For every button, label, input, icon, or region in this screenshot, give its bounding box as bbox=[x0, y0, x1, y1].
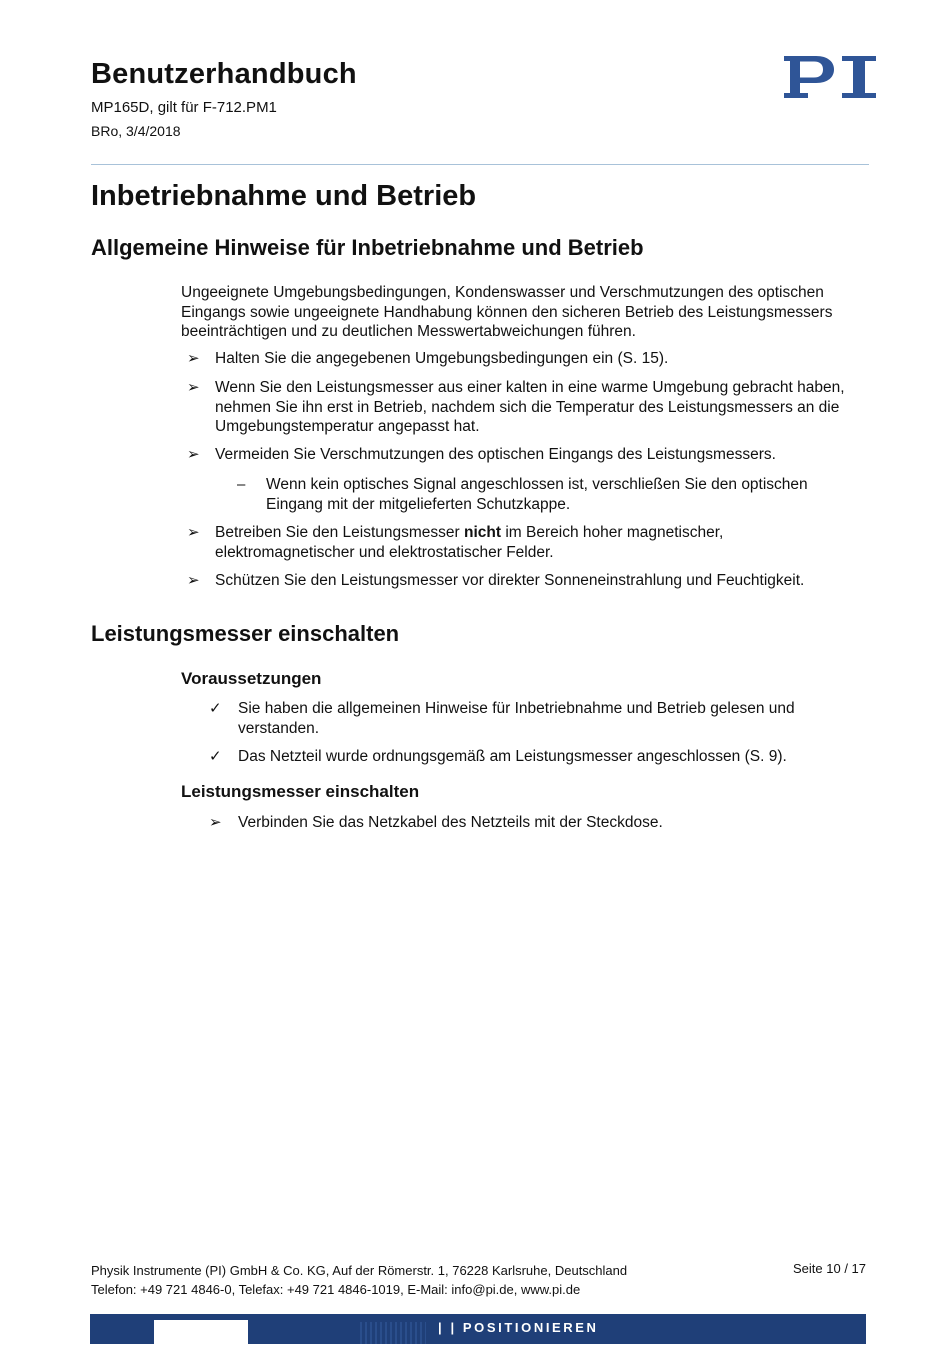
arrow-bullet-icon: ➢ bbox=[209, 814, 222, 831]
list-item-text: Vermeiden Sie Verschmutzungen des optischen Eingangs des Leistungsmessers. bbox=[215, 446, 776, 463]
arrow-bullet-icon: ➢ bbox=[187, 572, 200, 589]
list-item-text: Sie haben die allgemeinen Hinweise für Inbetriebnahme und Betrieb gelesen und verstanden. bbox=[238, 700, 795, 737]
check-mark-icon: ✓ bbox=[209, 748, 222, 765]
arrow-bullet-icon: ➢ bbox=[187, 446, 200, 463]
document-title: Benutzerhandbuch bbox=[91, 58, 357, 90]
check-mark-icon: ✓ bbox=[209, 700, 222, 717]
list-item-text: Halten Sie die angegebenen Umgebungsbedingungen ein (S. 15). bbox=[215, 350, 669, 367]
list-item-text: Das Netzteil wurde ordnungsgemäß am Leistungsmesser angeschlossen (S. 9). bbox=[238, 748, 787, 765]
section-title: Inbetriebnahme und Betrieb bbox=[91, 180, 477, 212]
dash-bullet-icon: – bbox=[237, 476, 246, 493]
footer-brand-bar bbox=[90, 1314, 866, 1344]
arrow-bullet-icon: ➢ bbox=[187, 379, 200, 396]
list-item-text: Schützen Sie den Leistungsmesser vor direkter Sonneneinstrahlung und Feuchtigkeit. bbox=[215, 572, 805, 589]
text-part: im Bereich hoher magnetischer, elektromagnetischer und elektrostatischer Felder. bbox=[215, 524, 724, 561]
text-part: Betreiben Sie den Leistungsmesser bbox=[215, 524, 465, 541]
list-item-text bbox=[215, 523, 865, 562]
footer-slogan: | | POSITIONIEREN bbox=[438, 1320, 599, 1335]
steps-heading: Leistungsmesser einschalten bbox=[181, 782, 420, 801]
power-on-heading: Leistungsmesser einschalten bbox=[91, 621, 400, 646]
footer-line-company: Physik Instrumente (PI) GmbH & Co. KG, Auf der Römerstr. 1, 76228 Karlsruhe, Deutschland bbox=[91, 1263, 628, 1278]
document-subtitle: MP165D, gilt für F-712.PM1 bbox=[91, 99, 277, 116]
arrow-bullet-icon: ➢ bbox=[187, 524, 200, 541]
footer-bar-block bbox=[154, 1320, 248, 1344]
footer-address bbox=[91, 1261, 627, 1299]
footer-bar-pattern bbox=[360, 1322, 426, 1344]
list-item-text: Wenn Sie den Leistungsmesser aus einer kalten in eine warme Umgebung gebracht haben, nehmen Sie ihn erst in Betrieb, nachdem sich die Temperatur des Leistungsmessers an die Umgebungstemperatur angepasst hat. bbox=[215, 379, 845, 435]
page-number: Seite 10 / 17 bbox=[793, 1261, 866, 1276]
pi-logo bbox=[782, 54, 878, 100]
list-item-text: Verbinden Sie das Netzkabel des Netzteils mit der Steckdose. bbox=[238, 814, 663, 831]
intro-paragraph: Ungeeignete Umgebungsbedingungen, Kondenswasser und Verschmutzungen des optischen Eingangs sowie ungeeignete Handhabung können den sicheren Betrieb des Leistungsmessers beeinträchtigen und zu deutlichen Messwertabweichungen führen. bbox=[181, 284, 833, 340]
header-divider bbox=[91, 164, 869, 165]
footer-line-contact: Telefon: +49 721 4846-0, Telefax: +49 721 4846-1019, E-Mail: info@pi.de, www.pi.de bbox=[91, 1282, 581, 1297]
document-meta: BRo, 3/4/2018 bbox=[91, 123, 181, 139]
emphasis-text: nicht bbox=[464, 524, 502, 541]
prerequisites-heading: Voraussetzungen bbox=[181, 669, 322, 688]
arrow-bullet-icon: ➢ bbox=[187, 350, 200, 367]
general-notes-heading: Allgemeine Hinweise für Inbetriebnahme und Betrieb bbox=[91, 235, 644, 260]
list-item-text: Wenn kein optisches Signal angeschlossen ist, verschließen Sie den optischen Eingang mit der mitgelieferten Schutzkappe. bbox=[266, 476, 808, 513]
